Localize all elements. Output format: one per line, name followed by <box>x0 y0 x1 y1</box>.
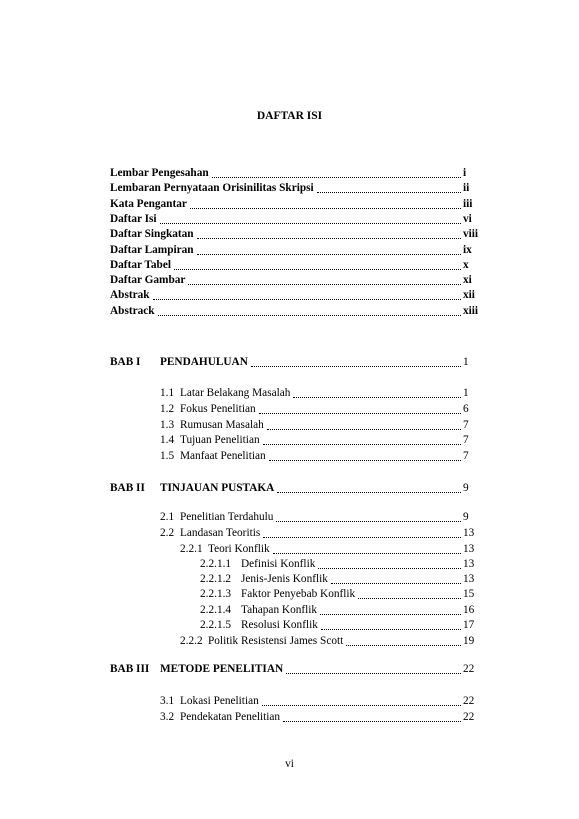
page-ref: iii <box>463 197 473 210</box>
leader-dots <box>190 197 461 209</box>
page-ref: 13 <box>463 543 475 555</box>
leader-dots <box>286 662 461 674</box>
section-label: Jenis-Jenis Konflik <box>241 573 328 585</box>
entry-label: Daftar Tabel <box>110 258 171 271</box>
leader-dots <box>160 212 461 224</box>
page-ref: xiii <box>463 304 479 317</box>
section-entry <box>0 587 579 602</box>
chapter-number: BAB II <box>110 482 145 494</box>
toc-entry <box>0 166 579 181</box>
entry-label: Lembar Pengesahan <box>110 167 209 179</box>
section-label: Latar Belakang Masalah <box>180 387 291 399</box>
section-label: Teori Konflik <box>208 543 270 555</box>
section-number: 3.2 <box>160 711 175 723</box>
section-number: 2.2.2 <box>180 635 203 647</box>
section-number: 2.2 <box>160 527 175 539</box>
section-label: Politik Resistensi James Scott <box>208 635 344 647</box>
section-label: Landasan Teoritis <box>180 527 261 539</box>
page-ref: 13 <box>463 527 475 539</box>
page-ref: ix <box>463 243 472 256</box>
section-number: 3.1 <box>160 695 175 707</box>
page-ref: xii <box>463 289 475 302</box>
leader-dots <box>317 181 461 193</box>
section-number: 2.2.1.5 <box>200 619 232 631</box>
page-ref: 6 <box>463 403 469 415</box>
page-ref: viii <box>463 228 479 241</box>
section-entry <box>0 386 579 401</box>
entry-label: Daftar Lampiran <box>110 243 194 256</box>
section-number: 2.2.1.2 <box>200 573 232 585</box>
page-ref: 1 <box>463 387 469 399</box>
page-ref: 7 <box>463 450 469 462</box>
section-label: Tahapan Konflik <box>241 604 318 616</box>
section-label: Pendekatan Penelitian <box>180 711 281 723</box>
toc-entry <box>0 304 579 319</box>
leader-dots <box>262 694 461 706</box>
page-ref: 17 <box>463 619 475 631</box>
page-ref: 7 <box>463 434 469 446</box>
toc-entry <box>0 258 579 273</box>
leader-dots <box>153 288 461 300</box>
page-title: DAFTAR ISI <box>256 110 323 122</box>
leader-dots <box>158 304 461 316</box>
chapter-heading <box>0 662 579 677</box>
toc-entry <box>0 227 579 242</box>
page-number: vi <box>285 758 294 770</box>
section-entry <box>0 449 579 464</box>
page-ref: i <box>463 167 467 179</box>
section-entry <box>0 572 579 587</box>
toc-entry <box>0 212 579 227</box>
toc-entry <box>0 288 579 303</box>
page-ref: 9 <box>463 482 469 494</box>
section-label: Definisi Konflik <box>241 558 316 570</box>
leader-dots <box>197 243 461 255</box>
leader-dots <box>331 572 461 584</box>
leader-dots <box>276 510 461 522</box>
section-label: Tujuan Penelitian <box>180 434 260 446</box>
entry-label: Abstrack <box>110 304 155 317</box>
section-number: 1.3 <box>160 419 175 431</box>
section-entry <box>0 618 579 633</box>
section-entry <box>0 710 579 725</box>
page-ref: ii <box>463 182 470 195</box>
page-ref: 22 <box>463 663 475 675</box>
leader-dots <box>263 433 461 445</box>
toc-entry <box>0 197 579 212</box>
section-label: Fokus Penelitian <box>180 403 256 415</box>
leader-dots <box>188 273 461 285</box>
section-label: Resolusi Konflik <box>241 619 318 631</box>
section-entry <box>0 694 579 709</box>
entry-label: Abstrak <box>110 289 150 302</box>
section-number: 2.2.1.4 <box>200 604 232 616</box>
chapter-title: TINJAUAN PUSTAKA <box>160 482 275 494</box>
section-entry <box>0 418 579 433</box>
toc-entry <box>0 273 579 288</box>
page-ref: 9 <box>463 511 469 523</box>
section-entry <box>0 433 579 448</box>
leader-dots <box>321 618 461 630</box>
leader-dots <box>318 557 461 569</box>
leader-dots <box>251 355 461 367</box>
page-ref: xi <box>463 274 472 287</box>
page-ref: 13 <box>463 558 475 570</box>
section-entry <box>0 557 579 572</box>
chapter-heading <box>0 355 579 370</box>
section-entry <box>0 510 579 525</box>
section-number: 2.2.1 <box>180 543 203 555</box>
page-ref: 15 <box>463 588 475 600</box>
chapter-title: PENDAHULUAN <box>160 356 248 368</box>
page-ref: 22 <box>463 711 475 723</box>
entry-label: Daftar Singkatan <box>110 228 194 241</box>
leader-dots <box>346 634 461 646</box>
leader-dots <box>277 481 461 493</box>
section-entry <box>0 526 579 541</box>
leader-dots <box>174 258 461 270</box>
leader-dots <box>320 603 461 615</box>
leader-dots <box>263 526 461 538</box>
section-number: 1.1 <box>160 387 175 399</box>
section-label: Penelitian Terdahulu <box>180 511 274 523</box>
entry-label: Lembaran Pernyataan Orisinilitas Skripsi <box>110 182 314 195</box>
leader-dots <box>273 542 461 554</box>
leader-dots <box>293 386 461 398</box>
leader-dots <box>197 227 461 239</box>
entry-label: Kata Pengantar <box>110 197 187 210</box>
section-number: 1.5 <box>160 450 175 462</box>
section-entry <box>0 542 579 557</box>
leader-dots <box>212 166 461 178</box>
section-number: 2.2.1.3 <box>200 588 232 600</box>
section-label: Lokasi Penelitian <box>180 695 259 707</box>
chapter-number: BAB I <box>110 356 141 368</box>
toc-entry <box>0 181 579 196</box>
section-label: Faktor Penyebab Konflik <box>241 588 356 600</box>
page-ref: 13 <box>463 573 475 585</box>
section-number: 2.1 <box>160 511 175 523</box>
section-entry <box>0 402 579 417</box>
entry-label: Daftar Gambar <box>110 274 186 287</box>
toc-entry <box>0 243 579 258</box>
section-number: 1.4 <box>160 434 175 446</box>
chapter-heading <box>0 481 579 496</box>
leader-dots <box>267 418 461 430</box>
section-label: Rumusan Masalah <box>180 419 264 431</box>
chapter-number: BAB III <box>110 663 150 675</box>
leader-dots <box>283 710 461 722</box>
section-number: 2.2.1.1 <box>200 558 232 570</box>
page-ref: 19 <box>463 635 475 647</box>
leader-dots <box>358 587 461 599</box>
section-entry <box>0 634 579 649</box>
section-entry <box>0 603 579 618</box>
entry-label: Daftar Isi <box>110 212 157 225</box>
page-ref: 7 <box>463 419 469 431</box>
leader-dots <box>269 449 461 461</box>
section-number: 1.2 <box>160 403 175 415</box>
page-ref: x <box>463 258 469 271</box>
page-ref: 22 <box>463 695 475 707</box>
section-label: Manfaat Penelitian <box>180 450 266 462</box>
leader-dots <box>259 402 461 414</box>
page-ref: 1 <box>463 356 469 368</box>
chapter-title: METODE PENELITIAN <box>160 663 284 675</box>
page-ref: vi <box>463 212 472 225</box>
page-ref: 16 <box>463 604 475 616</box>
